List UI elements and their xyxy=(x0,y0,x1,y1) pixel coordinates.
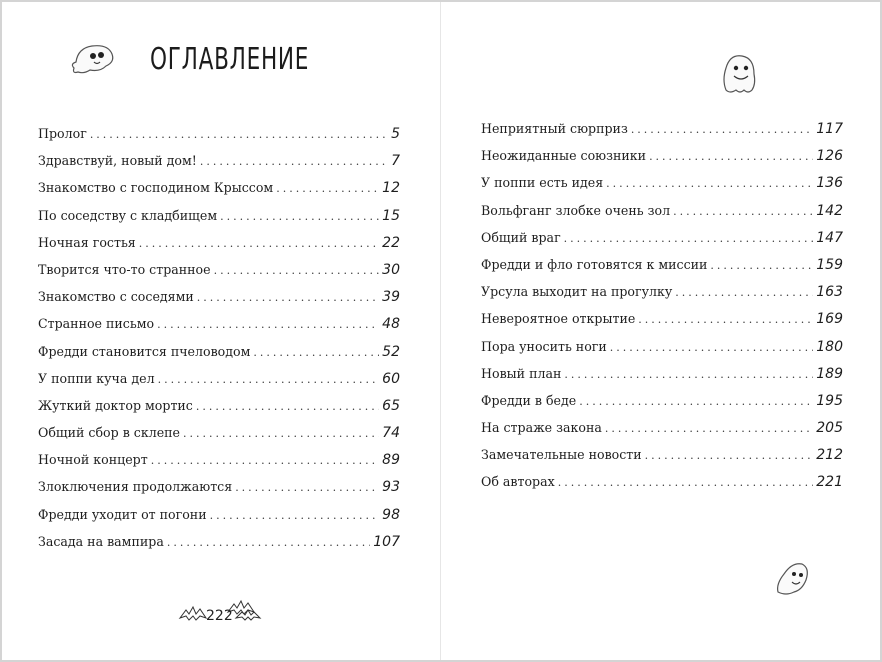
toc-entry xyxy=(481,257,843,284)
toc-leader-dots xyxy=(253,346,379,359)
toc-entry-page: 189 xyxy=(816,365,843,382)
toc-entry xyxy=(38,344,400,371)
toc-leader-dots xyxy=(605,422,813,435)
toc-leader-dots xyxy=(710,259,813,272)
toc-entry xyxy=(38,289,400,316)
toc-entry-page: 169 xyxy=(816,311,843,328)
toc-leader-dots xyxy=(139,237,379,250)
toc-leader-dots xyxy=(214,264,380,277)
toc-entry-page: 7 xyxy=(391,153,400,170)
toc-entry-title: Пролог xyxy=(38,126,87,141)
toc-entry-page: 126 xyxy=(816,148,843,165)
toc-entry-title: Об авторах xyxy=(481,474,555,490)
toc-entry-page: 12 xyxy=(382,180,400,197)
toc-entry-title: Пора уносить ноги xyxy=(481,338,607,354)
toc-entry-page: 142 xyxy=(816,202,843,219)
toc-entry-title: Фредди уходит от погони xyxy=(38,506,207,522)
toc-entry xyxy=(481,121,843,148)
toc-entry-title: Неожиданные союзники xyxy=(481,148,647,164)
toc-entry-page: 22 xyxy=(382,234,400,251)
toc-entry-title: У поппи куча дел xyxy=(38,370,155,386)
toc-entry xyxy=(481,339,843,366)
toc-entry xyxy=(481,366,843,393)
toc-entry xyxy=(38,235,400,262)
toc-entry xyxy=(38,371,400,398)
toc-entry-title: Знакомство с господином Крыссом xyxy=(38,180,274,196)
toc-entry-title: Новый план xyxy=(481,365,562,381)
toc-entry-title: Знакомство с соседями xyxy=(38,289,194,305)
toc-entry xyxy=(38,180,400,207)
ghost-icon xyxy=(716,50,760,96)
toc-entry-title: Ночная гостья xyxy=(38,234,136,250)
toc-entry-title: Фредди становится пчеловодом xyxy=(38,343,251,359)
toc-entry xyxy=(481,420,843,447)
toc-entry-title: Неприятный сюрприз xyxy=(481,121,628,136)
toc-leader-dots xyxy=(276,182,379,195)
toc-leader-dots xyxy=(158,373,380,386)
toc-entry-page: 147 xyxy=(816,229,843,246)
toc-entry-page: 65 xyxy=(382,397,400,414)
toc-entry xyxy=(481,474,843,501)
toc-leader-dots xyxy=(579,395,813,408)
toc-list-right xyxy=(481,121,843,502)
toc-entry xyxy=(38,479,400,506)
page-number: 222 xyxy=(206,608,233,624)
toc-entry-title: Замечательные новости xyxy=(481,447,642,463)
toc-entry-page: 180 xyxy=(816,338,843,355)
toc-entry xyxy=(481,311,843,338)
toc-entry-title: Засада на вампира xyxy=(38,533,164,549)
page-number-footer xyxy=(176,598,266,628)
toc-entry-title: Невероятное открытие xyxy=(481,311,636,327)
toc-entry-page: 107 xyxy=(373,533,400,550)
toc-entry-title: Вольфганг злобке очень зол xyxy=(481,202,671,218)
toc-entry xyxy=(38,425,400,452)
toc-entry-page: 39 xyxy=(382,289,400,306)
toc-entry xyxy=(481,447,843,474)
toc-entry xyxy=(481,230,843,257)
toc-leader-dots xyxy=(631,123,813,136)
toc-leader-dots xyxy=(675,286,813,299)
toc-entry-page: 93 xyxy=(382,479,400,496)
toc-entry-page: 48 xyxy=(382,316,400,333)
toc-leader-dots xyxy=(210,509,380,522)
toc-entry-page: 74 xyxy=(382,425,400,442)
toc-entry-page: 195 xyxy=(816,392,843,409)
toc-entry-page: 136 xyxy=(816,175,843,192)
toc-entry xyxy=(481,148,843,175)
toc-entry-page: 89 xyxy=(382,452,400,469)
toc-entry-title: На страже закона xyxy=(481,420,602,436)
toc-leader-dots xyxy=(638,313,813,326)
toc-leader-dots xyxy=(610,341,814,354)
toc-entry xyxy=(38,126,400,153)
toc-leader-dots xyxy=(564,232,814,245)
toc-leader-dots xyxy=(645,449,814,462)
toc-leader-dots xyxy=(151,454,379,467)
toc-entry xyxy=(481,203,843,230)
toc-entry-page: 117 xyxy=(816,121,843,137)
toc-leader-dots xyxy=(90,128,388,141)
toc-entry-page: 205 xyxy=(816,420,843,437)
toc-entry xyxy=(481,284,843,311)
toc-entry xyxy=(38,534,400,561)
page-gutter xyxy=(440,2,441,660)
toc-leader-dots xyxy=(564,368,813,381)
toc-entry-page: 5 xyxy=(391,126,400,142)
toc-entry-page: 98 xyxy=(382,506,400,523)
toc-entry-title: Фредди в беде xyxy=(481,392,577,408)
toc-entry xyxy=(38,316,400,343)
toc-leader-dots xyxy=(220,210,379,223)
toc-list-left xyxy=(38,126,400,561)
toc-entry-title: Общий сбор в склепе xyxy=(38,425,181,441)
page-title: ОГЛАВЛЕНИЕ xyxy=(150,42,310,77)
toc-entry-title: Общий враг xyxy=(481,229,561,245)
toc-entry xyxy=(38,398,400,425)
toc-entry-page: 221 xyxy=(816,474,843,491)
toc-entry-title: Фредди и фло готовятся к миссии xyxy=(481,256,708,272)
toc-entry-page: 52 xyxy=(382,343,400,360)
ghost-icon xyxy=(772,556,814,598)
toc-entry-page: 15 xyxy=(382,207,400,224)
toc-entry-title: Ночной концерт xyxy=(38,452,148,468)
toc-entry xyxy=(38,507,400,534)
toc-leader-dots xyxy=(673,205,813,218)
toc-entry-page: 30 xyxy=(382,261,400,278)
toc-entry-title: Жуткий доктор мортис xyxy=(38,397,193,413)
toc-entry-page: 212 xyxy=(816,447,843,464)
toc-entry-page: 60 xyxy=(382,370,400,387)
toc-leader-dots xyxy=(183,427,379,440)
toc-entry-title: По соседству с кладбищем xyxy=(38,207,218,223)
toc-entry xyxy=(481,393,843,420)
toc-leader-dots xyxy=(558,476,814,489)
toc-leader-dots xyxy=(196,400,379,413)
toc-leader-dots xyxy=(167,536,370,549)
toc-entry-title: Творится что-то странное xyxy=(38,261,211,277)
toc-entry-title: Странное письмо xyxy=(38,316,155,332)
toc-leader-dots xyxy=(157,318,379,331)
toc-entry-title: У поппи есть идея xyxy=(481,175,604,191)
toc-entry-title: Здравствуй, новый дом! xyxy=(38,153,197,169)
toc-entry-title: Злоключения продолжаются xyxy=(38,479,233,495)
toc-entry xyxy=(38,452,400,479)
toc-leader-dots xyxy=(606,177,813,190)
toc-entry xyxy=(481,175,843,202)
toc-entry xyxy=(38,208,400,235)
toc-entry-title: Урсула выходит на прогулку xyxy=(481,284,673,300)
toc-leader-dots xyxy=(200,155,388,168)
toc-entry xyxy=(38,262,400,289)
toc-entry-page: 163 xyxy=(816,284,843,301)
toc-leader-dots xyxy=(649,150,813,163)
toc-leader-dots xyxy=(197,291,379,304)
toc-entry xyxy=(38,153,400,180)
toc-entry-page: 159 xyxy=(816,256,843,273)
ghost-icon xyxy=(66,38,118,78)
toc-leader-dots xyxy=(235,481,379,494)
